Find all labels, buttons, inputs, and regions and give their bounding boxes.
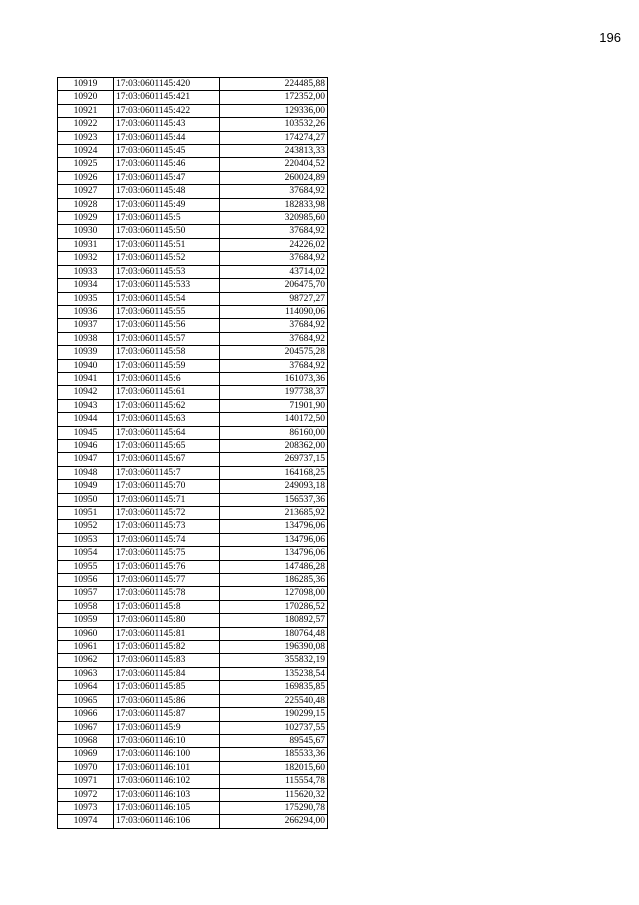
page-number: 196 bbox=[599, 30, 621, 45]
value-cell: 260024,89 bbox=[220, 171, 328, 184]
cadastral-number-cell: 17:03:0601146:103 bbox=[114, 788, 220, 801]
table-row bbox=[58, 413, 328, 426]
cadastral-number-cell: 17:03:0601146:105 bbox=[114, 801, 220, 814]
cadastral-number-cell: 17:03:0601145:43 bbox=[114, 118, 220, 131]
cadastral-number-cell: 17:03:0601145:87 bbox=[114, 708, 220, 721]
value-cell: 208362,00 bbox=[220, 439, 328, 452]
cadastral-number-cell: 17:03:0601145:44 bbox=[114, 131, 220, 144]
table-row bbox=[58, 252, 328, 265]
table-row bbox=[58, 667, 328, 680]
value-cell: 243813,33 bbox=[220, 145, 328, 158]
cadastral-number-cell: 17:03:0601145:422 bbox=[114, 104, 220, 117]
cadastral-number-cell: 17:03:0601145:67 bbox=[114, 453, 220, 466]
row-number-cell: 10957 bbox=[58, 587, 114, 600]
cadastral-number-cell: 17:03:0601145:64 bbox=[114, 426, 220, 439]
table-row bbox=[58, 185, 328, 198]
value-cell: 115554,78 bbox=[220, 775, 328, 788]
row-number-cell: 10939 bbox=[58, 346, 114, 359]
table-row bbox=[58, 91, 328, 104]
value-cell: 175290,78 bbox=[220, 801, 328, 814]
table-row bbox=[58, 734, 328, 747]
table-row bbox=[58, 238, 328, 251]
value-cell: 115620,32 bbox=[220, 788, 328, 801]
cadastral-number-cell: 17:03:0601145:7 bbox=[114, 466, 220, 479]
table-row bbox=[58, 158, 328, 171]
value-cell: 134796,06 bbox=[220, 520, 328, 533]
table-row bbox=[58, 681, 328, 694]
row-number-cell: 10945 bbox=[58, 426, 114, 439]
cadastral-number-cell: 17:03:0601145:49 bbox=[114, 198, 220, 211]
row-number-cell: 10963 bbox=[58, 667, 114, 680]
table-row bbox=[58, 801, 328, 814]
cadastral-number-cell: 17:03:0601145:56 bbox=[114, 319, 220, 332]
value-cell: 86160,00 bbox=[220, 426, 328, 439]
table-row bbox=[58, 265, 328, 278]
value-cell: 43714,02 bbox=[220, 265, 328, 278]
value-cell: 213685,92 bbox=[220, 507, 328, 520]
cadastral-number-cell: 17:03:0601146:10 bbox=[114, 734, 220, 747]
row-number-cell: 10964 bbox=[58, 681, 114, 694]
cadastral-table bbox=[57, 77, 328, 829]
row-number-cell: 10973 bbox=[58, 801, 114, 814]
row-number-cell: 10932 bbox=[58, 252, 114, 265]
value-cell: 190299,15 bbox=[220, 708, 328, 721]
value-cell: 204575,28 bbox=[220, 346, 328, 359]
row-number-cell: 10972 bbox=[58, 788, 114, 801]
value-cell: 174274,27 bbox=[220, 131, 328, 144]
table-row bbox=[58, 171, 328, 184]
value-cell: 220404,52 bbox=[220, 158, 328, 171]
row-number-cell: 10970 bbox=[58, 761, 114, 774]
table-row bbox=[58, 775, 328, 788]
table-row bbox=[58, 466, 328, 479]
cadastral-number-cell: 17:03:0601145:74 bbox=[114, 533, 220, 546]
table-row bbox=[58, 815, 328, 828]
cadastral-number-cell: 17:03:0601145:57 bbox=[114, 332, 220, 345]
cadastral-number-cell: 17:03:0601145:71 bbox=[114, 493, 220, 506]
table-row bbox=[58, 131, 328, 144]
value-cell: 37684,92 bbox=[220, 225, 328, 238]
row-number-cell: 10936 bbox=[58, 305, 114, 318]
row-number-cell: 10927 bbox=[58, 185, 114, 198]
table-row bbox=[58, 346, 328, 359]
value-cell: 161073,36 bbox=[220, 372, 328, 385]
value-cell: 114090,06 bbox=[220, 305, 328, 318]
row-number-cell: 10960 bbox=[58, 627, 114, 640]
row-number-cell: 10950 bbox=[58, 493, 114, 506]
table-row bbox=[58, 654, 328, 667]
row-number-cell: 10971 bbox=[58, 775, 114, 788]
value-cell: 37684,92 bbox=[220, 252, 328, 265]
cadastral-number-cell: 17:03:0601145:84 bbox=[114, 667, 220, 680]
cadastral-number-cell: 17:03:0601145:82 bbox=[114, 641, 220, 654]
value-cell: 127098,00 bbox=[220, 587, 328, 600]
row-number-cell: 10923 bbox=[58, 131, 114, 144]
value-cell: 134796,06 bbox=[220, 533, 328, 546]
cadastral-number-cell: 17:03:0601146:106 bbox=[114, 815, 220, 828]
table-row bbox=[58, 399, 328, 412]
row-number-cell: 10924 bbox=[58, 145, 114, 158]
row-number-cell: 10938 bbox=[58, 332, 114, 345]
row-number-cell: 10926 bbox=[58, 171, 114, 184]
row-number-cell: 10954 bbox=[58, 547, 114, 560]
cadastral-number-cell: 17:03:0601145:5 bbox=[114, 212, 220, 225]
value-cell: 24226,02 bbox=[220, 238, 328, 251]
cadastral-number-cell: 17:03:0601145:46 bbox=[114, 158, 220, 171]
cadastral-number-cell: 17:03:0601145:52 bbox=[114, 252, 220, 265]
value-cell: 196390,08 bbox=[220, 641, 328, 654]
row-number-cell: 10946 bbox=[58, 439, 114, 452]
table-row bbox=[58, 788, 328, 801]
value-cell: 266294,00 bbox=[220, 815, 328, 828]
table-row bbox=[58, 600, 328, 613]
cadastral-number-cell: 17:03:0601145:50 bbox=[114, 225, 220, 238]
cadastral-number-cell: 17:03:0601145:533 bbox=[114, 279, 220, 292]
table-row bbox=[58, 439, 328, 452]
cadastral-number-cell: 17:03:0601146:100 bbox=[114, 748, 220, 761]
value-cell: 225540,48 bbox=[220, 694, 328, 707]
value-cell: 164168,25 bbox=[220, 466, 328, 479]
table-row bbox=[58, 386, 328, 399]
row-number-cell: 10951 bbox=[58, 507, 114, 520]
table-row bbox=[58, 748, 328, 761]
row-number-cell: 10934 bbox=[58, 279, 114, 292]
table-row bbox=[58, 372, 328, 385]
cadastral-number-cell: 17:03:0601145:6 bbox=[114, 372, 220, 385]
table-row bbox=[58, 587, 328, 600]
value-cell: 135238,54 bbox=[220, 667, 328, 680]
value-cell: 355832,19 bbox=[220, 654, 328, 667]
table-row bbox=[58, 614, 328, 627]
row-number-cell: 10967 bbox=[58, 721, 114, 734]
value-cell: 182833,98 bbox=[220, 198, 328, 211]
value-cell: 129336,00 bbox=[220, 104, 328, 117]
value-cell: 103532,26 bbox=[220, 118, 328, 131]
value-cell: 37684,92 bbox=[220, 332, 328, 345]
row-number-cell: 10974 bbox=[58, 815, 114, 828]
cadastral-number-cell: 17:03:0601146:101 bbox=[114, 761, 220, 774]
table-row bbox=[58, 118, 328, 131]
value-cell: 197738,37 bbox=[220, 386, 328, 399]
row-number-cell: 10929 bbox=[58, 212, 114, 225]
row-number-cell: 10942 bbox=[58, 386, 114, 399]
cadastral-number-cell: 17:03:0601145:421 bbox=[114, 91, 220, 104]
table-row bbox=[58, 212, 328, 225]
value-cell: 172352,00 bbox=[220, 91, 328, 104]
table-row bbox=[58, 292, 328, 305]
row-number-cell: 10921 bbox=[58, 104, 114, 117]
row-number-cell: 10928 bbox=[58, 198, 114, 211]
row-number-cell: 10931 bbox=[58, 238, 114, 251]
cadastral-number-cell: 17:03:0601145:70 bbox=[114, 480, 220, 493]
row-number-cell: 10930 bbox=[58, 225, 114, 238]
row-number-cell: 10949 bbox=[58, 480, 114, 493]
cadastral-number-cell: 17:03:0601145:8 bbox=[114, 600, 220, 613]
cadastral-number-cell: 17:03:0601145:51 bbox=[114, 238, 220, 251]
cadastral-number-cell: 17:03:0601146:102 bbox=[114, 775, 220, 788]
value-cell: 147486,28 bbox=[220, 560, 328, 573]
table-row bbox=[58, 319, 328, 332]
table-row bbox=[58, 480, 328, 493]
table-row bbox=[58, 104, 328, 117]
table-row bbox=[58, 225, 328, 238]
row-number-cell: 10937 bbox=[58, 319, 114, 332]
cadastral-number-cell: 17:03:0601145:76 bbox=[114, 560, 220, 573]
cadastral-number-cell: 17:03:0601145:47 bbox=[114, 171, 220, 184]
table-row bbox=[58, 520, 328, 533]
row-number-cell: 10947 bbox=[58, 453, 114, 466]
value-cell: 102737,55 bbox=[220, 721, 328, 734]
table-row bbox=[58, 761, 328, 774]
table-row bbox=[58, 332, 328, 345]
cadastral-number-cell: 17:03:0601145:9 bbox=[114, 721, 220, 734]
cadastral-number-cell: 17:03:0601145:81 bbox=[114, 627, 220, 640]
value-cell: 140172,50 bbox=[220, 413, 328, 426]
value-cell: 169835,85 bbox=[220, 681, 328, 694]
table-row bbox=[58, 453, 328, 466]
cadastral-number-cell: 17:03:0601145:63 bbox=[114, 413, 220, 426]
row-number-cell: 10919 bbox=[58, 78, 114, 91]
table-row bbox=[58, 547, 328, 560]
value-cell: 37684,92 bbox=[220, 319, 328, 332]
row-number-cell: 10953 bbox=[58, 533, 114, 546]
value-cell: 156537,36 bbox=[220, 493, 328, 506]
row-number-cell: 10944 bbox=[58, 413, 114, 426]
cadastral-number-cell: 17:03:0601145:62 bbox=[114, 399, 220, 412]
table-row bbox=[58, 78, 328, 91]
cadastral-number-cell: 17:03:0601145:78 bbox=[114, 587, 220, 600]
table-body bbox=[58, 78, 328, 829]
value-cell: 224485,88 bbox=[220, 78, 328, 91]
row-number-cell: 10922 bbox=[58, 118, 114, 131]
cadastral-number-cell: 17:03:0601145:420 bbox=[114, 78, 220, 91]
row-number-cell: 10962 bbox=[58, 654, 114, 667]
value-cell: 98727,27 bbox=[220, 292, 328, 305]
table-row bbox=[58, 145, 328, 158]
row-number-cell: 10956 bbox=[58, 574, 114, 587]
cadastral-number-cell: 17:03:0601145:75 bbox=[114, 547, 220, 560]
cadastral-number-cell: 17:03:0601145:61 bbox=[114, 386, 220, 399]
row-number-cell: 10952 bbox=[58, 520, 114, 533]
row-number-cell: 10969 bbox=[58, 748, 114, 761]
table-row bbox=[58, 533, 328, 546]
cadastral-number-cell: 17:03:0601145:85 bbox=[114, 681, 220, 694]
cadastral-number-cell: 17:03:0601145:45 bbox=[114, 145, 220, 158]
value-cell: 269737,15 bbox=[220, 453, 328, 466]
value-cell: 71901,90 bbox=[220, 399, 328, 412]
row-number-cell: 10958 bbox=[58, 600, 114, 613]
value-cell: 185533,36 bbox=[220, 748, 328, 761]
row-number-cell: 10935 bbox=[58, 292, 114, 305]
table-row bbox=[58, 198, 328, 211]
value-cell: 186285,36 bbox=[220, 574, 328, 587]
table-row bbox=[58, 359, 328, 372]
row-number-cell: 10955 bbox=[58, 560, 114, 573]
cadastral-number-cell: 17:03:0601145:73 bbox=[114, 520, 220, 533]
row-number-cell: 10941 bbox=[58, 372, 114, 385]
cadastral-number-cell: 17:03:0601145:65 bbox=[114, 439, 220, 452]
row-number-cell: 10920 bbox=[58, 91, 114, 104]
cadastral-number-cell: 17:03:0601145:53 bbox=[114, 265, 220, 278]
row-number-cell: 10940 bbox=[58, 359, 114, 372]
cadastral-number-cell: 17:03:0601145:77 bbox=[114, 574, 220, 587]
cadastral-number-cell: 17:03:0601145:83 bbox=[114, 654, 220, 667]
cadastral-number-cell: 17:03:0601145:58 bbox=[114, 346, 220, 359]
row-number-cell: 10961 bbox=[58, 641, 114, 654]
row-number-cell: 10968 bbox=[58, 734, 114, 747]
value-cell: 134796,06 bbox=[220, 547, 328, 560]
table-row bbox=[58, 721, 328, 734]
row-number-cell: 10948 bbox=[58, 466, 114, 479]
table-row bbox=[58, 305, 328, 318]
value-cell: 89545,67 bbox=[220, 734, 328, 747]
row-number-cell: 10925 bbox=[58, 158, 114, 171]
table-row bbox=[58, 627, 328, 640]
table-row bbox=[58, 560, 328, 573]
table-row bbox=[58, 426, 328, 439]
value-cell: 206475,70 bbox=[220, 279, 328, 292]
row-number-cell: 10966 bbox=[58, 708, 114, 721]
cadastral-number-cell: 17:03:0601145:48 bbox=[114, 185, 220, 198]
cadastral-number-cell: 17:03:0601145:72 bbox=[114, 507, 220, 520]
table-row bbox=[58, 641, 328, 654]
row-number-cell: 10933 bbox=[58, 265, 114, 278]
value-cell: 320985,60 bbox=[220, 212, 328, 225]
table-row bbox=[58, 493, 328, 506]
value-cell: 180892,57 bbox=[220, 614, 328, 627]
value-cell: 37684,92 bbox=[220, 359, 328, 372]
table-row bbox=[58, 279, 328, 292]
table-row bbox=[58, 574, 328, 587]
value-cell: 180764,48 bbox=[220, 627, 328, 640]
value-cell: 170286,52 bbox=[220, 600, 328, 613]
row-number-cell: 10943 bbox=[58, 399, 114, 412]
cadastral-number-cell: 17:03:0601145:54 bbox=[114, 292, 220, 305]
cadastral-number-cell: 17:03:0601145:55 bbox=[114, 305, 220, 318]
row-number-cell: 10959 bbox=[58, 614, 114, 627]
cadastral-number-cell: 17:03:0601145:86 bbox=[114, 694, 220, 707]
cadastral-number-cell: 17:03:0601145:59 bbox=[114, 359, 220, 372]
row-number-cell: 10965 bbox=[58, 694, 114, 707]
cadastral-number-cell: 17:03:0601145:80 bbox=[114, 614, 220, 627]
table-row bbox=[58, 507, 328, 520]
value-cell: 182015,60 bbox=[220, 761, 328, 774]
value-cell: 249093,18 bbox=[220, 480, 328, 493]
value-cell: 37684,92 bbox=[220, 185, 328, 198]
table-row bbox=[58, 694, 328, 707]
table-row bbox=[58, 708, 328, 721]
